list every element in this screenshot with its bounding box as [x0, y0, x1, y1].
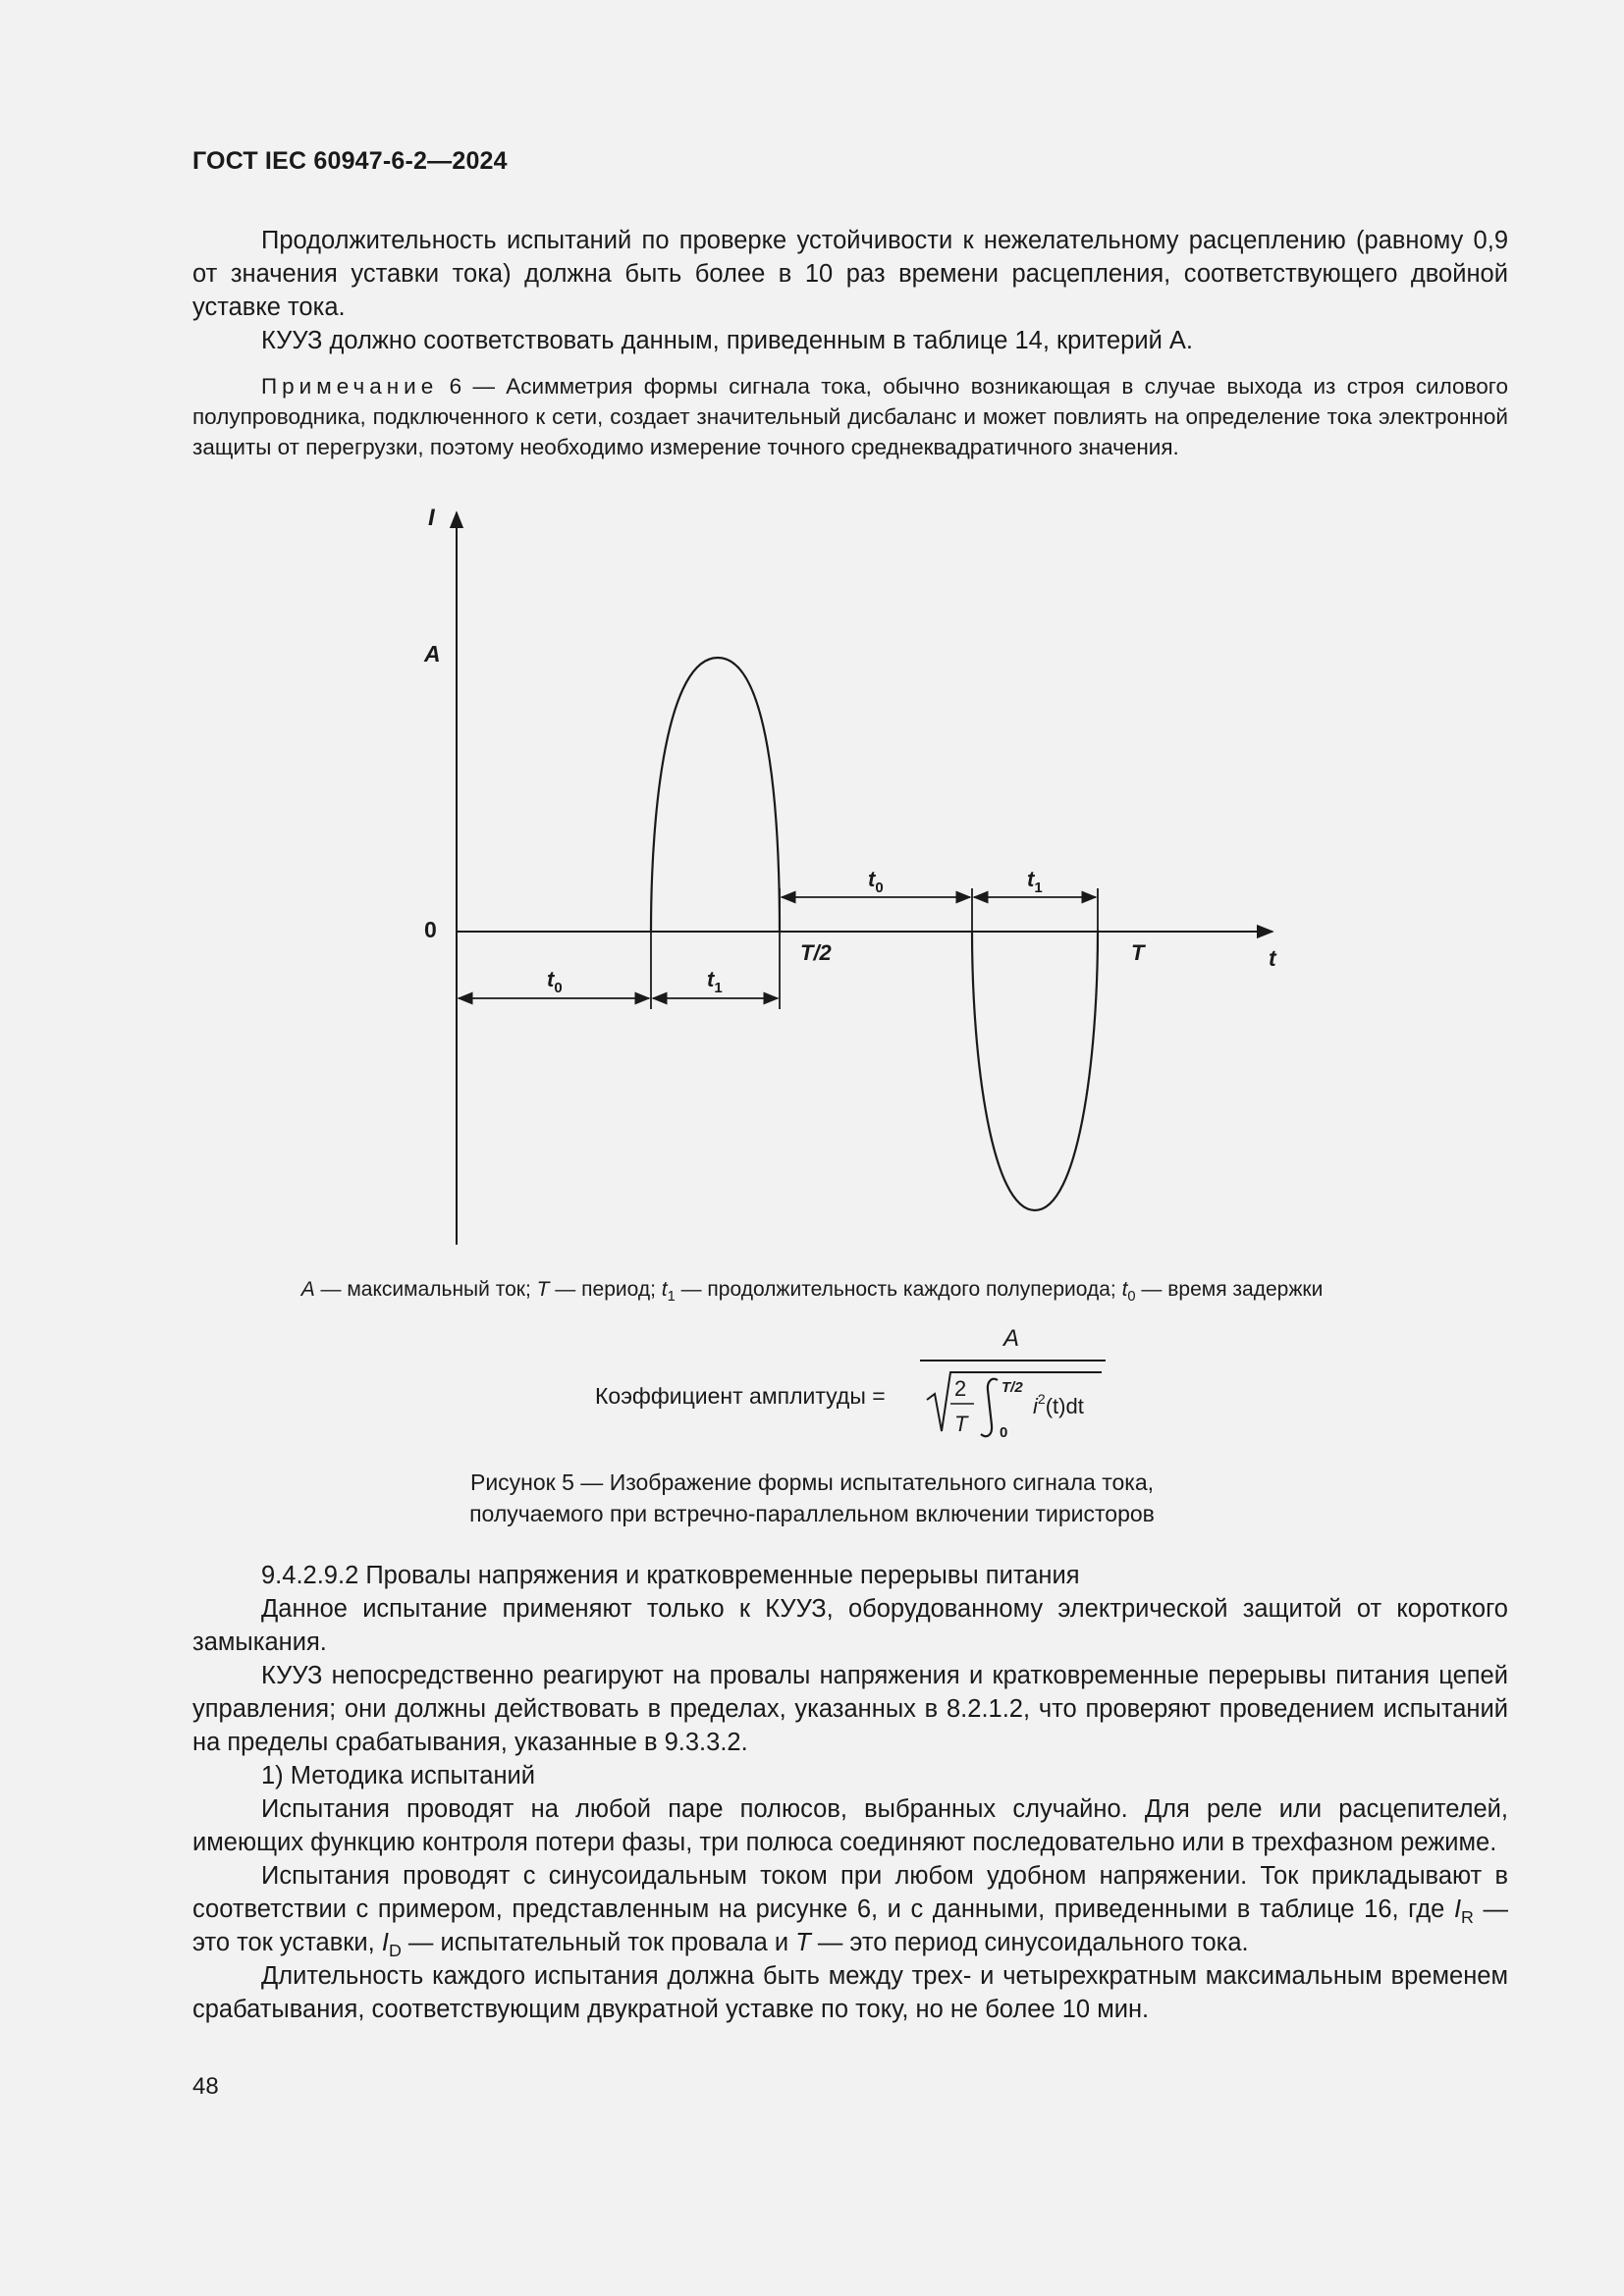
section-heading: 9.4.2.9.2 Провалы напряжения и кратковременные перерывы питания [261, 1562, 1080, 1589]
document-header: ГОСТ IEC 60947-6-2—2024 [192, 147, 508, 175]
period-label: T [1131, 940, 1145, 965]
lower-limit: 0 [1000, 1424, 1008, 1441]
section-paragraph: Длительность каждого испытания должна быть между трех- и четырехкратным максимальным временем срабатывания, соответствующим двукратной уставке по току, но не более 10 мин. [192, 1962, 1508, 2023]
section-text [192, 1559, 1508, 2026]
positive-half-wave [651, 658, 780, 932]
formula-lhs: Коэффициент амплитуды = [595, 1383, 886, 1409]
note-label: Примечание [261, 374, 439, 399]
t1-label-upper: $t_1$ [1027, 867, 1043, 896]
upper-limit: T/2 [1001, 1379, 1023, 1396]
intro-paragraph: Продолжительность испытаний по проверке устойчивости к нежелательному расцеплению (равному 0,9 от значения уставки тока) должна быть более в 10 раз времени расцепления, соответствующего двойной уставке тока. [192, 227, 1508, 321]
integral-sign [981, 1379, 998, 1436]
fraction-numerator: 2 [954, 1376, 967, 1401]
y-axis-label: I [428, 505, 435, 531]
t0-label-lower: $t_0$ [547, 967, 563, 996]
amplitude-label: A [424, 641, 441, 667]
t0-label-upper: $t_0$ [868, 867, 884, 896]
half-period-label: T/2 [800, 940, 832, 965]
figure-caption: Рисунок 5 — Изображение формы испытательного сигнала тока, получаемого при встречно-параллельном включении тиристоров [469, 1469, 1155, 1526]
section-paragraph: КУУЗ непосредственно реагируют на провалы напряжения и кратковременные перерывы питания цепей управления; они должны действовать в пределах, указанных в 8.2.1.2, что проверяют проведением испытаний на пределы срабатывания, указанные в 9.3.3.2. [192, 1662, 1508, 1756]
section-paragraph: Испытания проводят на любой паре полюсов, выбранных случайно. Для реле или расцепителей, имеющих функцию контроля потери фазы, три полюса соединяют последовательно или в трехфазном режиме. [192, 1795, 1508, 1856]
formula-numerator: A [1003, 1325, 1020, 1352]
integrand: $i^2(t)dt$ [1033, 1391, 1084, 1418]
intro-paragraph: КУУЗ должно соответствовать данным, приведенным в таблице 14, критерий А. [261, 327, 1194, 354]
note-number: 6 [449, 374, 462, 399]
figure-legend: A — максимальный ток; T — период; $t_1$ — продолжительность каждого полупериода; $t_0$ — время задержки [300, 1278, 1324, 1306]
x-axis-label: t [1269, 945, 1276, 971]
zero-label: 0 [424, 917, 437, 942]
negative-half-wave [972, 932, 1098, 1210]
section-paragraph: Испытания проводят с синусоидальным током при любом удобном напряжении. Ток прикладывают в соответствии с примером, представленным на рисунке 6, и с данными, приведенными в таблице 16, где $I_R$ — это ток уставки, $I_D$ — испытательный ток провала и T — это период синусоидального тока. [192, 1862, 1508, 1961]
t1-label-lower: $t_1$ [707, 967, 723, 996]
page-number: 48 [192, 2073, 219, 2100]
fraction-denominator: T [954, 1412, 968, 1436]
section-paragraph: Данное испытание применяют только к КУУЗ, оборудованному электрической защитой от короткого замыкания. [192, 1595, 1508, 1656]
section-subheading: 1) Методика испытаний [261, 1762, 536, 1789]
note-text: — Асимметрия формы сигнала тока, обычно возникающая в случае выхода из строя силового полупроводника, подключенного к сети, создает значительный дисбаланс и может повлиять на определение тока электронной защиты от перегрузки, поэтому необходимо измерение точного среднеквадратичного значения. [192, 374, 1508, 459]
